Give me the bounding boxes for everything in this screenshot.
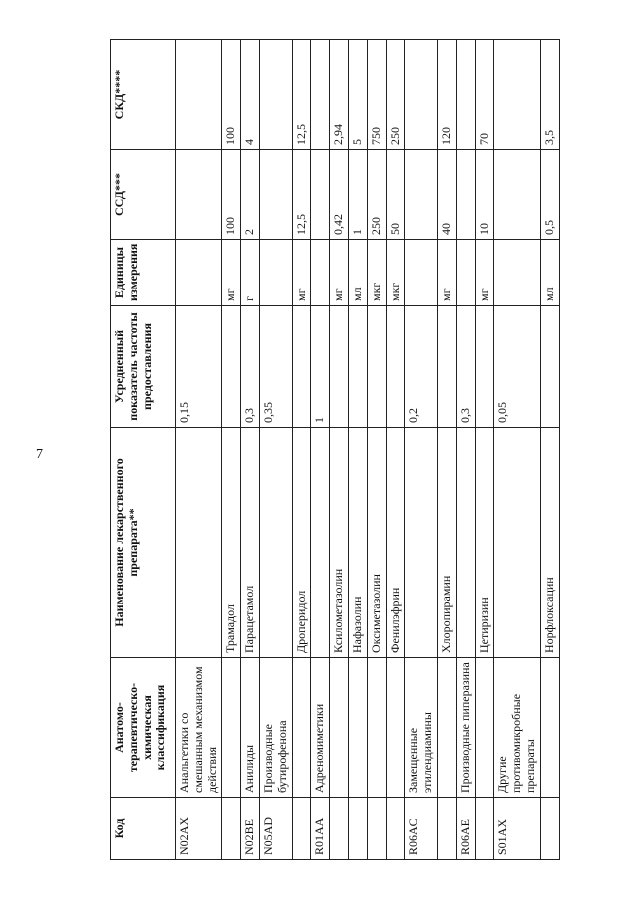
- cell-unit: [456, 240, 475, 306]
- cell-unit: [176, 240, 222, 306]
- cell-atc: Анальгетики со смешанным механизмом действия: [176, 658, 222, 798]
- cell-drug: Хлоропирамин: [437, 428, 456, 658]
- cell-code: [348, 798, 367, 860]
- cell-freq: [222, 306, 241, 428]
- cell-freq: 0,2: [405, 306, 438, 428]
- cell-drug: Ксилометазолин: [330, 428, 349, 658]
- cell-code: N02BE: [241, 798, 260, 860]
- cell-atc: [330, 658, 349, 798]
- cell-skd: 12,5: [292, 40, 311, 150]
- cell-skd: [494, 40, 540, 150]
- cell-ssd: [176, 150, 222, 240]
- cell-unit: мг: [330, 240, 349, 306]
- cell-freq: [437, 306, 456, 428]
- cell-code: S01AX: [494, 798, 540, 860]
- cell-drug: Нафазолин: [348, 428, 367, 658]
- cell-drug: [311, 428, 330, 658]
- cell-unit: мг: [292, 240, 311, 306]
- cell-freq: 1: [311, 306, 330, 428]
- cell-unit: мл: [540, 240, 559, 306]
- cell-skd: 120: [437, 40, 456, 150]
- cell-drug: [176, 428, 222, 658]
- cell-skd: [311, 40, 330, 150]
- cell-unit: [259, 240, 292, 306]
- table-row: [222, 40, 241, 860]
- table-row: [330, 40, 349, 860]
- cell-code: [540, 798, 559, 860]
- cell-ssd: 40: [437, 150, 456, 240]
- cell-unit: [311, 240, 330, 306]
- cell-code: [222, 798, 241, 860]
- cell-unit: мкг: [386, 240, 405, 306]
- cell-atc: [367, 658, 386, 798]
- cell-freq: [367, 306, 386, 428]
- cell-freq: 0,3: [241, 306, 260, 428]
- cell-skd: [405, 40, 438, 150]
- table-row: [437, 40, 456, 860]
- cell-drug: Норфлоксацин: [540, 428, 559, 658]
- table-row: [540, 40, 559, 860]
- cell-drug: [494, 428, 540, 658]
- cell-skd: 5: [348, 40, 367, 150]
- table-row: [241, 40, 260, 860]
- cell-unit: мл: [348, 240, 367, 306]
- cell-unit: мг: [437, 240, 456, 306]
- cell-ssd: [405, 150, 438, 240]
- cell-ssd: 0,5: [540, 150, 559, 240]
- cell-code: R06AE: [456, 798, 475, 860]
- drug-table: [110, 39, 560, 860]
- cell-ssd: 10: [475, 150, 494, 240]
- table-row: [475, 40, 494, 860]
- cell-skd: [259, 40, 292, 150]
- table-row: [456, 40, 475, 860]
- table-body: [176, 40, 560, 860]
- table-row: [259, 40, 292, 860]
- cell-unit: [405, 240, 438, 306]
- cell-freq: 0,15: [176, 306, 222, 428]
- header-atc: Анатомо-терапевтическо-химическая классификация: [111, 658, 176, 798]
- table-header-row: [111, 40, 176, 860]
- cell-freq: [540, 306, 559, 428]
- cell-drug: Трамадол: [222, 428, 241, 658]
- header-freq: Усредненный показатель частоты предоставления: [111, 306, 176, 428]
- cell-ssd: 2: [241, 150, 260, 240]
- cell-atc: [437, 658, 456, 798]
- header-skd: СКД****: [111, 40, 176, 150]
- cell-freq: 0,05: [494, 306, 540, 428]
- cell-freq: [330, 306, 349, 428]
- cell-unit: мг: [475, 240, 494, 306]
- page-number: 7: [36, 447, 43, 462]
- cell-freq: 0,35: [259, 306, 292, 428]
- table-row: [386, 40, 405, 860]
- cell-code: N02AX: [176, 798, 222, 860]
- cell-skd: [176, 40, 222, 150]
- cell-code: R01AA: [311, 798, 330, 860]
- cell-drug: Парацетамол: [241, 428, 260, 658]
- cell-code: [292, 798, 311, 860]
- table-row: [292, 40, 311, 860]
- table-row: [494, 40, 540, 860]
- header-unit: Единицы измерения: [111, 240, 176, 306]
- cell-ssd: [456, 150, 475, 240]
- table-row: [176, 40, 222, 860]
- cell-ssd: 1: [348, 150, 367, 240]
- cell-skd: 4: [241, 40, 260, 150]
- cell-atc: [540, 658, 559, 798]
- cell-atc: Производные пиперазина: [456, 658, 475, 798]
- cell-atc: Адреномиметики: [311, 658, 330, 798]
- cell-code: [367, 798, 386, 860]
- table-row: [348, 40, 367, 860]
- cell-code: [475, 798, 494, 860]
- cell-ssd: 50: [386, 150, 405, 240]
- cell-drug: Оксиметазолин: [367, 428, 386, 658]
- cell-ssd: 12,5: [292, 150, 311, 240]
- table-row: [367, 40, 386, 860]
- cell-freq: [386, 306, 405, 428]
- cell-freq: [348, 306, 367, 428]
- cell-unit: [494, 240, 540, 306]
- cell-freq: 0,3: [456, 306, 475, 428]
- cell-atc: [475, 658, 494, 798]
- cell-skd: 70: [475, 40, 494, 150]
- header-ssd: ССД***: [111, 150, 176, 240]
- cell-freq: [292, 306, 311, 428]
- cell-skd: 250: [386, 40, 405, 150]
- cell-unit: мг: [222, 240, 241, 306]
- header-drug: Наименование лекарственного препарата**: [111, 428, 176, 658]
- cell-skd: [456, 40, 475, 150]
- cell-drug: [259, 428, 292, 658]
- cell-atc: Производные бутирофенона: [259, 658, 292, 798]
- cell-ssd: 0,42: [330, 150, 349, 240]
- cell-unit: г: [241, 240, 260, 306]
- cell-drug: [456, 428, 475, 658]
- cell-atc: [292, 658, 311, 798]
- cell-drug: Цетиризин: [475, 428, 494, 658]
- cell-skd: 2,94: [330, 40, 349, 150]
- cell-ssd: [494, 150, 540, 240]
- cell-skd: 750: [367, 40, 386, 150]
- cell-atc: [348, 658, 367, 798]
- cell-ssd: [259, 150, 292, 240]
- cell-skd: 100: [222, 40, 241, 150]
- cell-atc: [386, 658, 405, 798]
- cell-code: N05AD: [259, 798, 292, 860]
- cell-skd: 3,5: [540, 40, 559, 150]
- cell-atc: [222, 658, 241, 798]
- cell-freq: [475, 306, 494, 428]
- rotated-table-container: [110, 40, 610, 860]
- table-row: [311, 40, 330, 860]
- cell-drug: [405, 428, 438, 658]
- cell-atc: Замещенные этилендиамины: [405, 658, 438, 798]
- cell-ssd: 250: [367, 150, 386, 240]
- table-row: [405, 40, 438, 860]
- cell-ssd: 100: [222, 150, 241, 240]
- cell-code: R06AC: [405, 798, 438, 860]
- cell-atc: Другие противомикробные препараты: [494, 658, 540, 798]
- cell-unit: мкг: [367, 240, 386, 306]
- cell-ssd: [311, 150, 330, 240]
- cell-drug: Фенилэфрин: [386, 428, 405, 658]
- cell-drug: Дроперидол: [292, 428, 311, 658]
- cell-code: [386, 798, 405, 860]
- header-code: Код: [111, 798, 176, 860]
- cell-code: [330, 798, 349, 860]
- cell-code: [437, 798, 456, 860]
- cell-atc: Анилиды: [241, 658, 260, 798]
